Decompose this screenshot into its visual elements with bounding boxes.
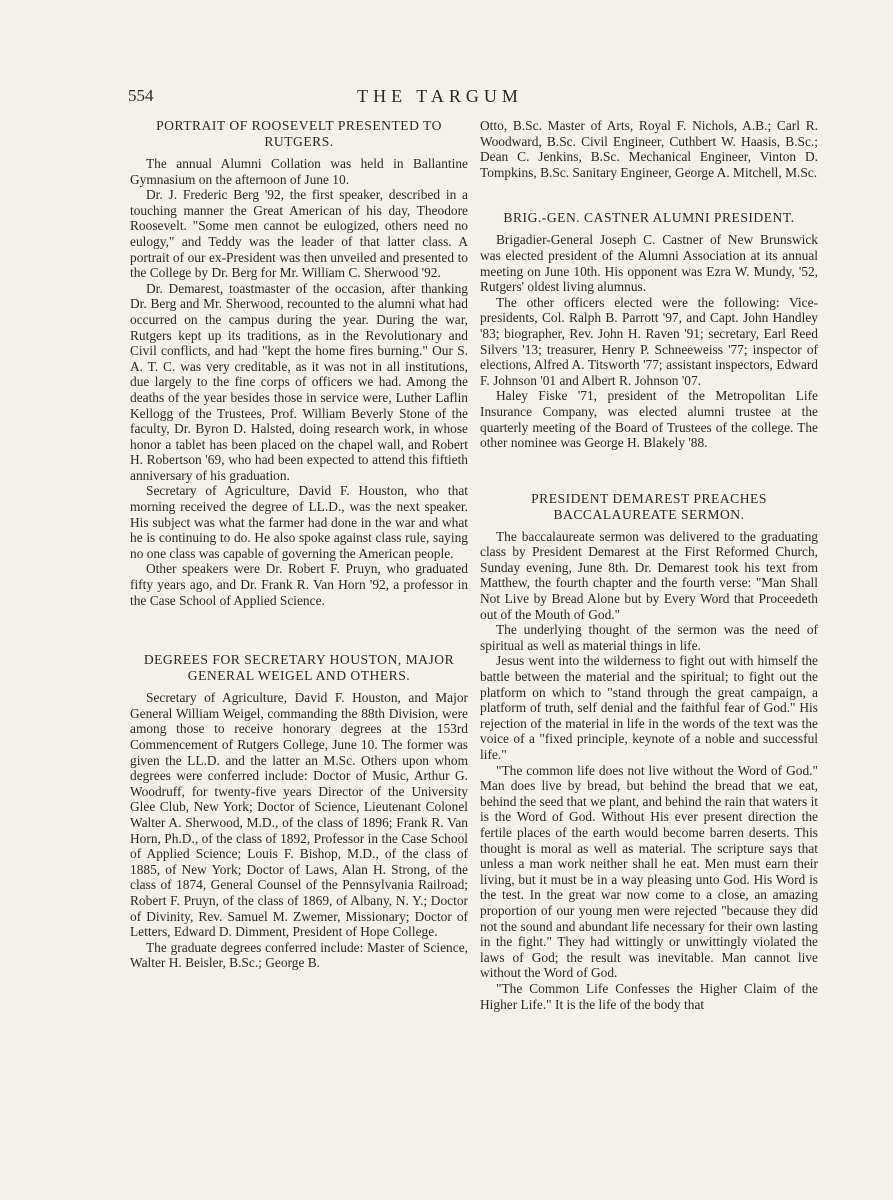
page-header: [128, 86, 752, 110]
paragraph: Secretary of Agriculture, David F. Houston, and Major General William Weigel, commanding the 88th Division, were among those to receive honorary degrees at the 153rd Commencement of Rutgers College, June 10. The former was given the LL.D. and the latter an M.Sc. Others upon whom degrees were conferred include: Doctor of Music, Arthur G. Woodruff, for twenty-five years Director of the University Glee Club, New York; Doctor of Science, Lieutenant Colonel Walter A. Sherwood, M.D., of the class of 1896; Frank R. Van Horn, Ph.D., of the class of 1892, Professor in the Case School of Applied Science; Louis F. Bishop, M.D., of the class of 1885, of New York; Doctor of Laws, Alan H. Strong, of the class of 1874, General Counsel of the Pennsylvania Railroad; Robert F. Pruyn, of the class of 1869, of Albany, N. Y.; Doctor of Divinity, Rev. Samuel M. Zwemer, Missionary; Doctor of Letters, Edward D. Dimment, President of Hope College.: [130, 690, 468, 940]
paragraph: Dr. Demarest, toastmaster of the occasion, after thanking Dr. Berg and Mr. Sherwood, recounted to the alumni what had occurred on the campus during the year. During the war, Rutgers kept up its traditions, as in the Revolutionary and Civil conflicts, and had "kept the home fires burning." Our S. A. T. C. was very creditable, as it was not in all institutions, due largely to the fine corps of officers we had. Among the deaths of the year besides those in service were, Luther Laflin Kellogg of the Trustees, Prof. William Beverly Stone of the faculty, Dr. Byron D. Halsted, doing research work, in whose honor a tablet has been placed on the chapel wall, and Robert H. Robertson '69, who had been expected to attend this fiftieth anniversary of his graduation.: [130, 280, 468, 483]
masthead-title: THE TARGUM: [357, 86, 523, 106]
article-roosevelt-portrait: [130, 118, 468, 608]
article-title: PRESIDENT DEMAREST PREACHES BACCALAUREATE SERMON.: [531, 490, 767, 522]
paragraph: The other officers elected were the following: Vice-presidents, Col. Ralph B. Parrott '97, and Capt. John Handley '83; biographer, Rev. John H. Raven '91; secretary, Earl Reed Silvers '13; treasurer, Henry P. Schneeweiss '77; inspector of elections, Alfred A. Titsworth '77; assistant inspectors, Edward F. Johnson '01 and Albert R. Johnson '07.: [480, 294, 818, 388]
article-baccalaureate-sermon: [480, 491, 818, 1012]
paragraph: The underlying thought of the sermon was the need of spiritual as well as material things in life.: [480, 622, 818, 653]
right-column: [480, 118, 818, 1012]
paragraph: The baccalaureate sermon was delivered to the graduating class by President Demarest at the First Reformed Church, Sunday evening, June 8th. Dr. Demarest took his text from Matthew, the fourth chapter and the fourth verse: "Man Shall Not Live by Bread Alone but by Every Word that Proceedeth out of the Mouth of God.": [480, 528, 818, 622]
paragraph: "The Common Life Confesses the Higher Claim of the Higher Life." It is the life of the body that: [480, 980, 818, 1012]
paragraph: Brigadier-General Joseph C. Castner of New Brunswick was elected president of the Alumni Association at its annual meeting on June 10th. His opponent was Ezra W. Mundy, '52, Rutgers' oldest living alumnus.: [480, 232, 818, 295]
page-number: 554: [128, 86, 154, 105]
continued-paragraph: Otto, B.Sc. Master of Arts, Royal F. Nichols, A.B.; Carl R. Woodward, B.Sc. Civil Engineer, Cuthbert W. Haasis, B.Sc.; Dean C. Jenkins, B.Sc. Mechanical Engineer, Vinton D. Tompkins, B.Sc. Sanitary Engineer, George A. Mitchell, M.Sc.: [480, 118, 818, 180]
paragraph: Haley Fiske '71, president of the Metropolitan Life Insurance Company, was elected alumni trustee at the quarterly meeting of the Board of Trustees of the college. The other nominee was George H. Blakely '88.: [480, 388, 818, 451]
article-castner-president: [480, 210, 818, 450]
left-column: [130, 118, 468, 971]
article-title: BRIG.-GEN. CASTNER ALUMNI PRESIDENT.: [503, 210, 795, 226]
paragraph: The graduate degrees conferred include: Master of Science, Walter H. Beisler, B.Sc.; George B.: [130, 939, 468, 971]
article-title: DEGREES FOR SECRETARY HOUSTON, MAJOR GENERAL WEIGEL AND OTHERS.: [143, 652, 455, 684]
paragraph: Secretary of Agriculture, David F. Houston, who that morning received the degree of LL.D., was the next speaker. His subject was what the farmer had done in the war and what he is continuing to do. He also spoke against class rule, saying no one class was capable of governing the American people.: [130, 483, 468, 561]
paragraph: Dr. J. Frederic Berg '92, the first speaker, described in a touching manner the Great American of his day, Theodore Roosevelt. "Some men cannot be eulogized, others need no eulogy," and Teddy was the leader of that latter class. A portrait of our ex-President was then unveiled and presented to the College by Dr. Berg for Mr. William C. Sherwood '92.: [130, 187, 468, 281]
article-honorary-degrees: [130, 652, 468, 971]
paragraph: "The common life does not live without the Word of God." Man does live by bread, but behind the bread that we eat, behind the seed that we plant, and behind the rain that waters it is the Word of God. Without His ever present direction the fertile places of the earth would become barren deserts. This thought is moral as well as material. The scripture says that unless a man work neither shall he eat. Men must earn their living, but it must be in a way pleasing unto God. His Word is the test. In the great war now come to a close, an amazing proportion of our young men were rejected "because they did not the sound and abundant life necessary for their own lasting in the fight." They had wittingly or unwittingly violated the laws of God; the result was inevitable. Man cannot live without the Word of God.: [480, 762, 819, 981]
paragraph: Other speakers were Dr. Robert F. Pruyn, who graduated fifty years ago, and Dr. Frank R. Van Horn '92, a professor in the Case School of Applied Science.: [130, 561, 468, 608]
article-title: PORTRAIT OF ROOSEVELT PRESENTED TO RUTGERS.: [156, 118, 442, 149]
paragraph: Jesus went into the wilderness to fight out with himself the battle between the material and the spiritual; to fight out the platform on which to "stand through the great campaign, a platform of truth, self denial and the faithful fear of God." His rejection of the material in life in the words of the text was the voice of a "fixed principle, keynote of a noble and successful life.": [480, 653, 818, 762]
paragraph: The annual Alumni Collation was held in Ballantine Gymnasium on the afternoon of June 10.: [130, 156, 468, 187]
